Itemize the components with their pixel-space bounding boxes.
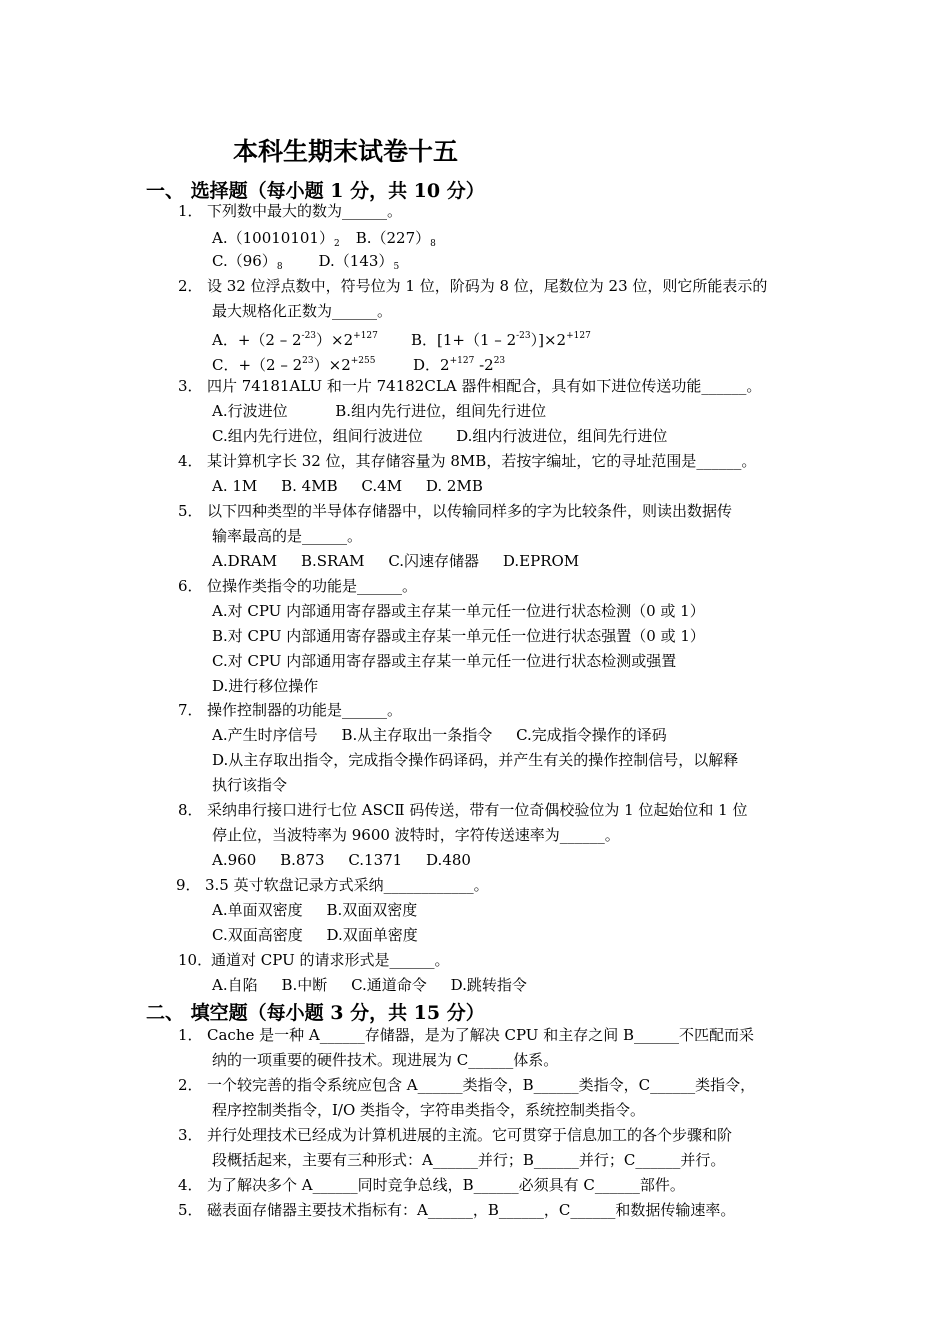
question-line: 1． Cache 是一种 A______存储器，是为了解决 CPU 和主存之间 B______不匹配而采 [178,1026,755,1044]
question-line: 5． 以下四种类型的半导体存储器中，以传输同样多的字为比较条件，则读出数据传 [178,502,733,520]
question-line: 4． 为了解决多个 A______同时竞争总线，B______必须具有 C______部件。 [178,1176,685,1194]
option-line: C.双面高密度 D.双面单密度 [212,926,418,944]
option-line: D.从主存取出指令，完成指令操作码译码，并产生有关的操作控制信号，以解释 [212,751,739,769]
section-heading-fill: 二、 填空题（每小题 3 分，共 15 分） [146,1002,485,1024]
question-line: 6． 位操作类指令的功能是______。 [178,577,418,595]
question-line: 2． 设 32 位浮点数中，符号位为 1 位，阶码为 8 位，尾数位为 23 位，则它所能表示的 [178,277,768,295]
question-line: 8． 采纳串行接口进行七位 ASCⅡ 码传送，带有一位奇偶校验位为 1 位起始位和 1 位 [178,801,748,819]
option-line: $C.(96)_8$ $D.(143)_5$ [212,252,400,272]
option-line: B.对 CPU 内部通用寄存器或主存某一单元任一位进行状态强置（0 或 1） [212,627,705,645]
question-line: 2． 一个较完善的指令系统应包含 A______类指令，B______类指令，C______类指令， [178,1076,756,1094]
question-line: 9． 3.5 英寸软盘记录方式采纳____________。 [176,876,489,894]
option-line: A.对 CPU 内部通用寄存器或主存某一单元任一位进行状态检测（0 或 1） [212,602,705,620]
question-line: 1． 下列数中最大的数为______。 [178,202,403,220]
option-line: 执行该指令 [212,776,288,794]
question-line: 7． 操作控制器的功能是______。 [178,701,403,719]
question-line: 10．通道对 CPU 的请求形式是______。 [178,951,450,969]
section-heading-choice: 一、 选择题（每小题 1 分，共 10 分） [146,180,485,202]
question-line: 3． 四片 74181ALU 和一片 74182CLA 器件相配合，具有如下进位传送功能______。 [178,377,762,395]
option-line: A.单面双密度 B.双面双密度 [212,901,418,919]
question-line-cont: 段概括起来，主要有三种形式：A______并行；B______并行；C______并行。 [212,1151,726,1169]
question-line: 3． 并行处理技术已经成为计算机进展的主流。它可贯穿于信息加工的各个步骤和阶 [178,1126,733,1144]
option-line: A.960 B.873 C.1371 D.480 [212,851,471,869]
option-line: D．$2^{+127}$ $-2^{23}$ [413,356,506,374]
page-title: 本科生期末试卷十五 [233,137,459,166]
option-line: A.DRAM B.SRAM C.闪速存储器 D.EPROM [212,552,580,570]
option-line: A.行波进位 B.组内先行进位，组间先行进位 [212,402,547,420]
option-line: C.组内先行进位，组间行波进位 D.组内行波进位，组间先行进位 [212,427,668,445]
question-line-cont: 程序控制类指令，I/O 类指令，字符串类指令，系统控制类指令。 [212,1101,646,1119]
question-line-cont: 最大规格化正数为______。 [212,302,393,320]
question-line: 4． 某计算机字长 32 位，其存储容量为 8MB，若按字编址，它的寻址范围是______。 [178,452,757,470]
question-line-cont: 输率最高的是______。 [212,527,363,545]
option-line: A.产生时序信号 B.从主存取出一条指令 C.完成指令操作的译码 [212,726,667,744]
option-line: A. 1M B. 4MB C.4M D. 2MB [212,477,483,495]
option-line: A．$+(2 - 2^{-23})\times 2^{+127}$ [212,331,378,349]
option-line: C．$+(2 - 2^{23})\times 2^{+255}$ [212,356,376,374]
question-line-cont: 纳的一项重要的硬件技术。现进展为 C______体系。 [212,1051,559,1069]
question-line: 5． 磁表面存储器主要技术指标有：A______，B______，C______和数据传输速率。 [178,1201,736,1219]
option-line: C.对 CPU 内部通用寄存器或主存某一单元任一位进行状态检测或强置 [212,652,677,670]
option-line: $A.(10010101)_2$ $B.(227)_8$ [212,229,436,249]
option-line: A.自陷 B.中断 C.通道命令 D.跳转指令 [212,976,527,994]
question-line-cont: 停止位，当波特率为 9600 波特时，字符传送速率为______。 [212,826,620,844]
option-line: B．$[1+(1 - 2^{-23})]\times 2^{+127}$ [411,331,591,349]
option-line: D.进行移位操作 [212,677,319,695]
